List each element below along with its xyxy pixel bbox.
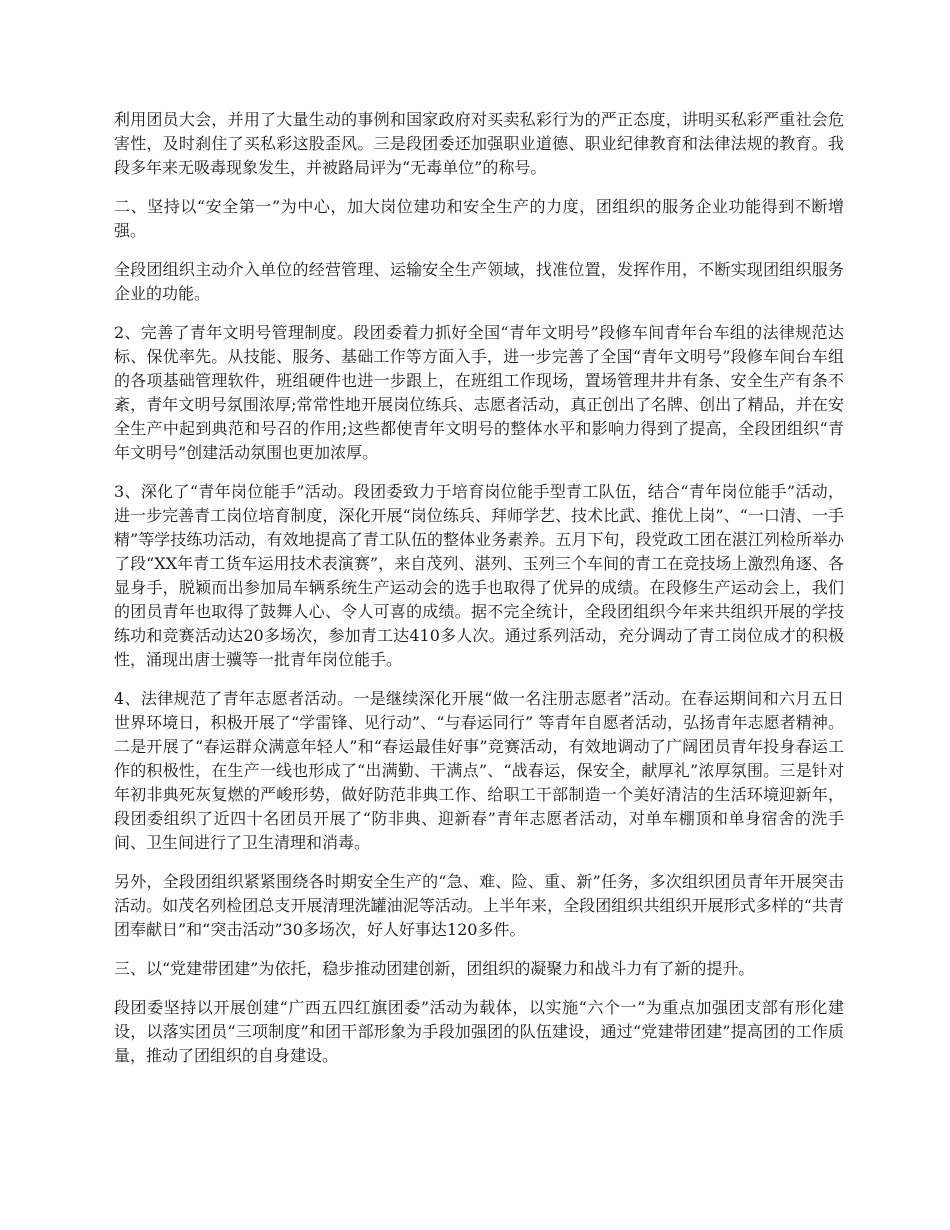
paragraph-1: 利用团员大会，并用了大量生动的事例和国家政府对买卖私彩行为的严正态度，讲明买私彩严重社会危害性，及时刹住了买私彩这股歪风。三是段团委还加强职业道德、职业纪律教育和法律法规的教育。我段多年来无吸毒现象发生，并被路局评为“无毒单位”的称号。 — [114, 110, 844, 177]
paragraph-6: 4、法律规范了青年志愿者活动。一是继续深化开展“做一名注册志愿者”活动。在春运期间和六月五日世界环境日，积极开展了“学雷锋、见行动”、“与春运同行” 等青年自愿者活动，弘扬青年志愿者精神。二是开展了“春运群众满意年轻人”和“春运最佳好事”竞赛活动，有效地调动了广阔团员青年投身春运工作的积极性，在生产一线也形成了“出满勤、干满点”、“战春运，保安全，献厚礼”浓厚氛围。三是针对年初非典死灰复燃的严峻形势，做好防范非典工作、给职工干部制造一个美好清洁的生活环境迎新年，段团委组织了近四十名团员开展了“防非典、迎新春”青年志愿者活动，对单车棚顶和单身宿舍的洗手间、卫生间进行了卫生清理和消毒。 — [114, 689, 844, 852]
paragraph-3: 全段团组织主动介入单位的经营管理、运输安全生产领域，找准位置，发挥作用，不断实现团组织服务企业的功能。 — [114, 260, 844, 303]
section-heading-3: 三、以“党建带团建”为依托，稳步推动团建创新，团组织的凝聚力和战斗力有了新的提升。 — [114, 959, 755, 978]
paragraph-4: 2、完善了青年文明号管理制度。段团委着力抓好全国“青年文明号”段修车间青年台车组的法律规范达标、保优率先。从技能、服务、基础工作等方面入手，进一步完善了全国“青年文明号”段修车间台车组的各项基础管理软件，班组硬件也进一步跟上，在班组工作现场，置场管理井井有条、安全生产有条不紊，青年文明号氛围浓厚;常常性地开展岗位练兵、志愿者活动，真正创出了名牌、创出了精品，并在安全生产中起到典范和号召的作用;这些都使青年文明号的整体水平和影响力得到了提高，全段团组织“青年文明号”创建活动氛围也更加浓厚。 — [114, 323, 844, 462]
section-heading-2: 二、坚持以“安全第一”为中心，加大岗位建功和安全生产的力度，团组织的服务企业功能得到不断增强。 — [114, 197, 844, 240]
document-body — [114, 108, 844, 1083]
paragraph-5: 3、深化了“青年岗位能手”活动。段团委致力于培育岗位能手型青工队伍，结合“青年岗位能手”活动，进一步完善青工岗位培育制度，深化开展“岗位练兵、拜师学艺、技术比武、推优上岗”、“一口清、一手精”等学技练功活动，有效地提高了青工队伍的整体业务素养。五月下旬，段党政工团在湛江列检所举办了段“XX年青工货车运用技术表演赛”，来自茂列、湛列、玉列三个车间的青工在竞技场上激烈角逐、各显身手，脱颖而出参加局车辆系统生产运动会的选手也取得了优异的成绩。在段修生产运动会上，我们的团员青年也取得了鼓舞人心、令人可喜的成绩。据不完全统计，全段团组织今年来共组织开展的学技练功和竞赛活动达20多场次，参加青工达410多人次。通过系列活动，充分调动了青工岗位成才的积极性，涌现出唐士骥等一批青年岗位能手。 — [114, 482, 844, 669]
paragraph-9: 段团委坚持以开展创建“广西五四红旗团委”活动为载体，以实施“六个一”为重点加强团支部有形化建设，以落实团员“三项制度”和团干部形象为手段加强团的队伍建设，通过“党建带团建”提高团的工作质量，推动了团组织的自身建设。 — [114, 998, 844, 1065]
paragraph-7: 另外，全段团组织紧紧围绕各时期安全生产的“急、难、险、重、新”任务，多次组织团员青年开展突击活动。如茂名列检团总支开展清理洗罐油泥等活动。上半年来，全段团组织共组织开展形式多样的“共青团奉献日”和“突击活动”30多场次，好人好事达120多件。 — [114, 872, 844, 939]
